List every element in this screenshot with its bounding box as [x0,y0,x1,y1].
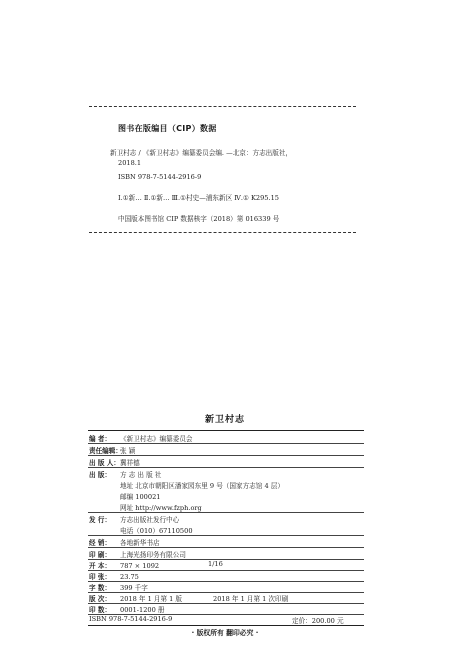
colophon-label: 编 者： [89,435,112,443]
colophon-label: 印 张： [89,573,112,581]
colophon-row-word-count [89,582,148,592]
colophon-label: 印 刷： [89,551,112,559]
cip-bottom-divider [89,232,356,233]
colophon-bottom-rule [88,625,364,626]
colophon-row-responsible-editor [89,445,135,455]
cip-record-number: 中国版本图书馆 CIP 数据核字（2018）第 016339 号 [118,215,280,223]
colophon-value: 方志出版社发行中心 [120,516,180,524]
colophon-divider [88,512,364,513]
colophon-divider [88,443,364,444]
colophon-row-sellers [89,537,160,547]
publisher-address: 地址 北京市朝阳区潘家园东里 9 号（国家方志馆 4 层） [120,482,284,490]
colophon-label: 版 次： [89,595,112,603]
colophon-row-print-quantity [89,604,164,614]
colophon-row-editor [89,433,193,443]
colophon-value: 0001-1200 册 [120,606,165,614]
colophon-label: 发 行： [89,516,112,524]
colophon-value: 各地新华书店 [120,539,160,547]
book-title: 新卫村志 [204,415,245,425]
colophon-value: 399 千字 [120,584,148,592]
colophon-divider [88,547,364,548]
colophon-row-distribution [89,514,179,524]
colophon-label: 开 本： [89,562,112,570]
colophon-row-format [89,560,159,570]
colophon-label: 出 版 人： [89,459,120,467]
cip-isbn: ISBN 978-7-5144-2916-9 [118,173,202,181]
colophon-value: 787 × 1092 [120,562,160,570]
distribution-phone: 电话（010）67110500 [120,527,193,535]
colophon-value: 冀祥德 [120,459,140,467]
colophon-value: 上海光扬印务有限公司 [120,551,186,559]
print-run: 2018 年 1 月第 1 次印刷 [213,595,289,603]
colophon-row-publisher-person [89,457,140,467]
colophon-value: 方 志 出 版 社 [120,471,162,479]
cip-classification: Ⅰ.①新… Ⅱ.①新… Ⅲ.①村史—浦东新区 Ⅳ.① K295.15 [118,194,279,202]
colophon-row-edition [89,593,182,603]
colophon-label: 印 数： [89,606,112,614]
colophon-value: 2018 年 1 月第 1 版 [120,595,183,603]
publisher-website: 网址 http://www.fzph.org [120,504,202,512]
cip-top-divider [89,106,356,107]
cip-title: 图书在版编目（CIP）数据 [118,124,217,133]
colophon-divider [88,455,364,456]
cip-bibliographic-line: 新卫村志 / 《新卫村志》编纂委员会编. —北京：方志出版社， [110,149,293,157]
format-fraction: 1/16 [208,560,223,568]
colophon-label: 责任编辑： [89,447,122,455]
colophon-value: 张 颖 [120,447,136,455]
colophon-value: 23.75 [120,573,139,581]
colophon-row-sheets [89,571,139,581]
colophon-row-publisher [89,469,161,479]
colophon-top-rule [88,430,364,431]
colophon-label: 出 版： [89,471,112,479]
colophon-divider [88,535,364,536]
publisher-postcode: 邮编 100021 [120,493,161,501]
colophon-label: 字 数： [89,584,112,592]
cip-publication-year: 2018.1 [118,159,142,167]
colophon-row-printer [89,549,186,559]
colophon-value: 《新卫村志》编纂委员会 [120,435,193,443]
colophon-divider [88,467,364,468]
copyright-notice: · 版权所有 翻印必究 · [191,629,259,637]
colophon-isbn: ISBN 978-7-5144-2916-9 [89,615,173,623]
price: 定价：200.00 元 [292,617,344,625]
colophon-label: 经 销： [89,539,112,547]
